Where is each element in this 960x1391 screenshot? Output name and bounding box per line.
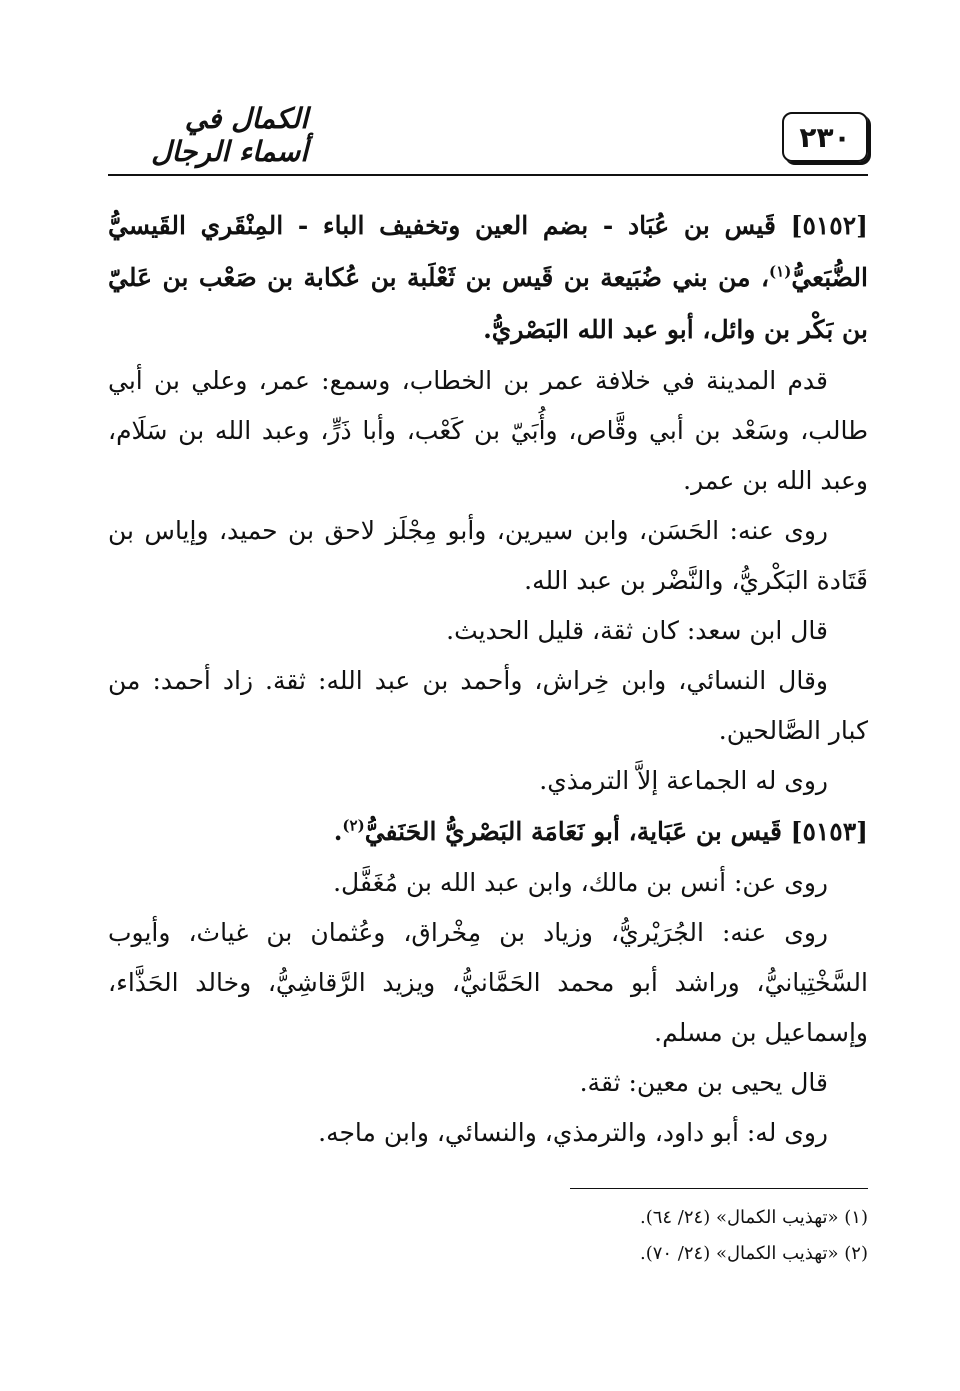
footnote-ref: (٢) — [342, 816, 365, 835]
paragraph: روى عن: أنس بن مالك، وابن عبد الله بن مُغَفَّل. — [333, 868, 828, 897]
running-title: الكمال في أسماء الرجال — [151, 102, 308, 168]
entry-heading-text: [٥١٥٢] قَيس بن عُبَاد - بضم العين وتخفيف الباء - المِنْقَري القَيسيُّ الضُّبَعيُّ — [108, 211, 868, 292]
paragraph: روى له الجماعة إلاَّ الترمذي. — [539, 766, 828, 795]
paragraph: قال ابن سعد: كان ثقة، قليل الحديث. — [446, 616, 828, 645]
footnote-separator — [570, 1188, 868, 1189]
page-header — [108, 104, 868, 174]
page-number: ٢٣٠ — [782, 112, 868, 162]
paragraph: روى عنه: الجُرَيْريُّ، وزياد بن مِخْراق، وعُثمان بن غياث، وأيوب السَّخْتِيانيُّ، وراشد أبو محمد الحَمَّانيُّ، ويزيد الرَّقاشِيُّ، وخالد الحَذَّاء، وإسماعيل بن مسلم. — [108, 918, 868, 1047]
paragraph: روى له: أبو داود، والترمذي، والنسائي، وابن ماجه. — [318, 1118, 828, 1147]
paragraph: وقال النسائي، وابن خِراش، وأحمد بن عبد الله: ثقة. زاد أحمد: من كبار الصَّالحين. — [108, 666, 868, 745]
main-text — [108, 200, 868, 1158]
paragraph: قال يحيى بن معين: ثقة. — [579, 1068, 828, 1097]
footnotes — [108, 1200, 868, 1272]
entry-heading-5152 — [108, 200, 868, 356]
footnote-1: (١) «تهذيب الكمال» (٢٤/ ٦٤). — [639, 1207, 868, 1228]
entry-heading-tail: ، من بني ضُبَيعة بن قَيس بن ثَعْلَبة بن عُكابة بن صَعْب بن عَليّ بن بَكْر بن وائل، أبو عبد الله البَصْريُّ. — [108, 263, 868, 344]
footnote-2: (٢) «تهذيب الكمال» (٢٤/ ٧٠). — [639, 1243, 868, 1264]
footnote-ref: (١) — [769, 262, 792, 281]
entry-heading-tail: . — [333, 817, 343, 846]
entry-heading-5153 — [108, 806, 868, 858]
paragraph: قدم المدينة في خلافة عمر بن الخطاب، وسمع: عمر، وعلي بن أبي طالب، وسَعْد بن أبي وقَّاص، وأُبَيّ بن كَعْب، وأبا ذَرٍّ، وعبد الله بن سَلَام، وعبد الله بن عمر. — [108, 366, 868, 495]
entry-heading-text: [٥١٥٣] قَيس بن عَبَاية، أبو نَعَامَة البَصْريُّ الحَنَفيُّ — [364, 817, 868, 846]
header-rule — [108, 174, 868, 176]
paragraph: روى عنه: الحَسَن، وابن سيرين، وأبو مِجْلَز لاحق بن حميد، وإياس بن قَتَادة البَكْريُّ، والنَّضْر بن عبد الله. — [108, 516, 868, 595]
